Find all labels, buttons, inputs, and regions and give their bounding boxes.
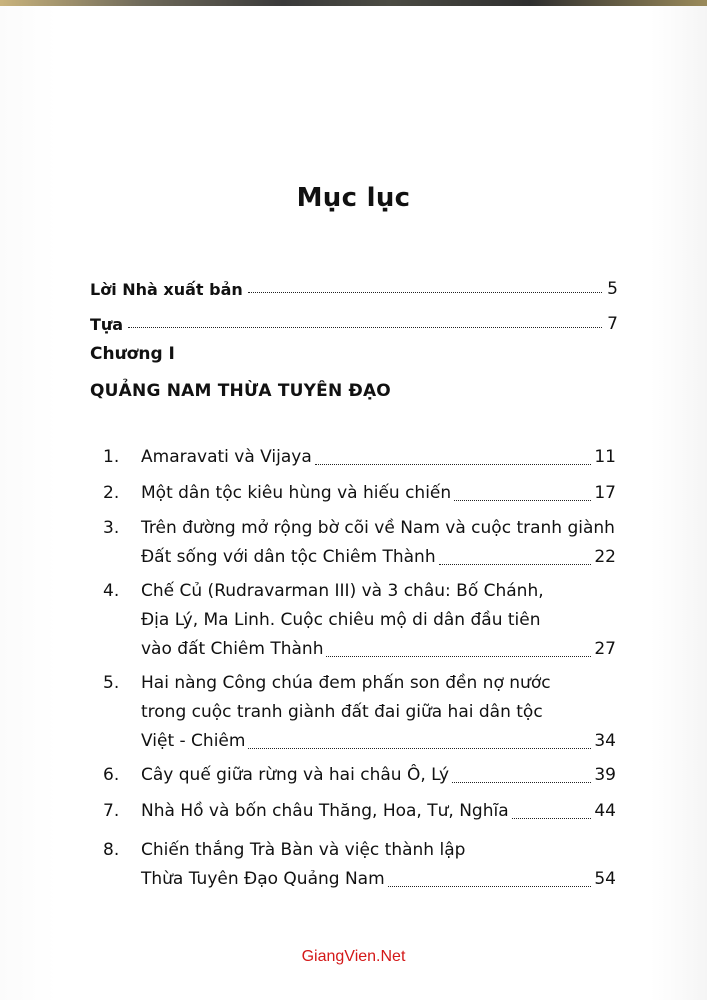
toc-entry-line: Chế Củ (Rudravarman III) và 3 châu: Bố Chánh, — [141, 581, 544, 601]
toc-page-number: 34 — [594, 731, 616, 751]
toc-entry-line: Trên đường mở rộng bờ cõi về Nam và cuộc tranh giành — [141, 518, 615, 538]
toc-entry-number: 3. — [103, 518, 120, 538]
dot-leader — [248, 292, 602, 293]
dot-leader — [452, 782, 591, 783]
toc-front-item-preface — [90, 308, 618, 334]
chapter-number: Chương I — [90, 344, 175, 364]
toc-page-number: 7 — [607, 314, 618, 334]
toc-entry-line: Một dân tộc kiêu hùng và hiếu chiến — [141, 483, 452, 503]
dot-leader — [512, 818, 592, 819]
toc-entry-number: 4. — [103, 581, 120, 601]
toc-entry-line: vào đất Chiêm Thành — [141, 639, 324, 659]
toc-entry — [103, 577, 616, 664]
toc-entry-number: 1. — [103, 447, 120, 467]
toc-entry-line: Địa Lý, Ma Linh. Cuộc chiêu mộ di dân đầu tiên — [141, 610, 541, 630]
toc-entry-line: Chiến thắng Trà Bàn và việc thành lập — [141, 840, 466, 860]
toc-front-label: Tựa — [90, 315, 124, 334]
dot-leader — [128, 327, 602, 328]
toc-entry-number: 6. — [103, 765, 120, 785]
watermark-text: GiangVien.Net — [301, 948, 406, 965]
toc-page-number: 22 — [594, 547, 616, 567]
dot-leader — [388, 886, 592, 887]
dot-leader — [248, 748, 591, 749]
toc-page-number: 11 — [594, 447, 616, 467]
toc-page-number: 39 — [594, 765, 616, 785]
toc-entry — [103, 836, 616, 894]
toc-front-item-publisher-note — [90, 273, 618, 299]
toc-entry — [103, 797, 616, 826]
toc-page-number: 44 — [594, 801, 616, 821]
toc-entry — [103, 479, 616, 508]
toc-page-number: 17 — [594, 483, 616, 503]
toc-entry — [103, 514, 616, 572]
toc-entry-line: Amaravati và Vijaya — [141, 447, 312, 467]
toc-entry-number: 5. — [103, 673, 120, 693]
toc-entry-line: Nhà Hồ và bốn châu Thăng, Hoa, Tư, Nghĩa — [141, 801, 509, 821]
toc-entry-line: Việt - Chiêm — [141, 731, 246, 751]
toc-entry-line: Cây quế giữa rừng và hai châu Ô, Lý — [141, 765, 450, 785]
toc-page-number: 54 — [594, 869, 616, 889]
toc-entry-line: Hai nàng Công chúa đem phấn son đền nợ nước — [141, 673, 551, 693]
page-top-edge — [0, 0, 707, 6]
dot-leader — [326, 656, 591, 657]
toc-entry-line: Thừa Tuyên Đạo Quảng Nam — [141, 869, 385, 889]
toc-entry — [103, 443, 616, 472]
toc-entry-line: Đất sống với dân tộc Chiêm Thành — [141, 547, 436, 567]
dot-leader — [454, 500, 591, 501]
toc-entry-number: 8. — [103, 840, 120, 860]
toc-entry-line: trong cuộc tranh giành đất đai giữa hai dân tộc — [141, 702, 543, 722]
toc-entry — [103, 761, 616, 790]
chapter-title: QUẢNG NAM THỪA TUYÊN ĐẠO — [90, 381, 391, 401]
toc-entry-number: 7. — [103, 801, 120, 821]
toc-page-number: 5 — [607, 279, 618, 299]
toc-entry-number: 2. — [103, 483, 120, 503]
toc-entry — [103, 669, 616, 756]
page-title: Mục lục — [296, 183, 411, 213]
toc-page-number: 27 — [594, 639, 616, 659]
dot-leader — [439, 564, 592, 565]
toc-front-label: Lời Nhà xuất bản — [90, 280, 243, 299]
dot-leader — [315, 464, 592, 465]
